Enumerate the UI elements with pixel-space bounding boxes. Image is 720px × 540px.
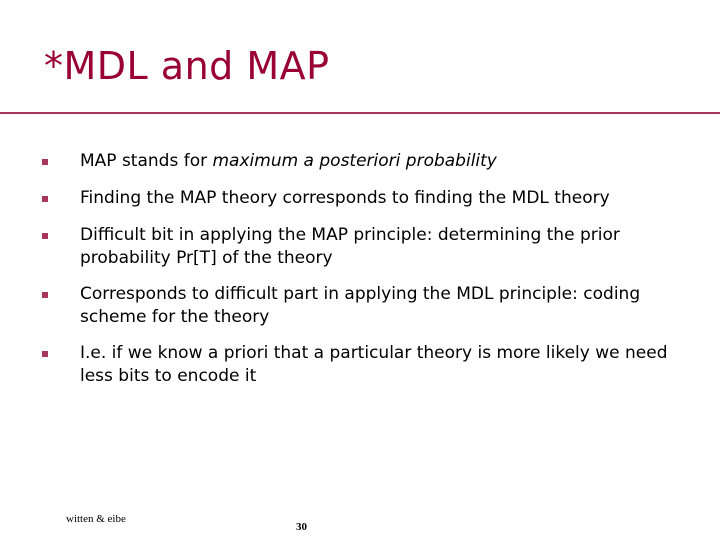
bullet-item-map-mdl <box>42 187 682 210</box>
bullet-item-apriori <box>42 342 682 388</box>
square-bullet-icon <box>42 292 48 298</box>
square-bullet-icon <box>42 159 48 165</box>
square-bullet-icon <box>42 196 48 202</box>
slide-title: *MDL and MAP <box>44 44 330 88</box>
title-divider <box>0 112 720 114</box>
page-number: 30 <box>296 521 307 533</box>
square-bullet-icon <box>42 351 48 357</box>
square-bullet-icon <box>42 233 48 239</box>
bullet-text: I.e. if we know a priori that a particular theory is more likely we need less bits to encode it <box>80 343 668 386</box>
bullet-item-coding-scheme <box>42 283 682 329</box>
bullet-emphasis: maximum a posteriori probability <box>212 151 497 171</box>
bullet-item-prior <box>42 224 682 270</box>
bullet-list <box>42 150 682 388</box>
bullet-item-map-definition <box>42 150 682 173</box>
bullet-text: Finding the MAP theory corresponds to finding the MDL theory <box>80 188 610 208</box>
bullet-text: MAP stands for <box>80 151 213 171</box>
footer-credit: witten & eibe <box>66 513 126 525</box>
bullet-text: Difficult bit in applying the MAP principle: determining the prior probability Pr[T] of the theory <box>80 225 620 268</box>
bullet-text: Corresponds to difficult part in applying the MDL principle: coding scheme for the theory <box>80 284 641 327</box>
